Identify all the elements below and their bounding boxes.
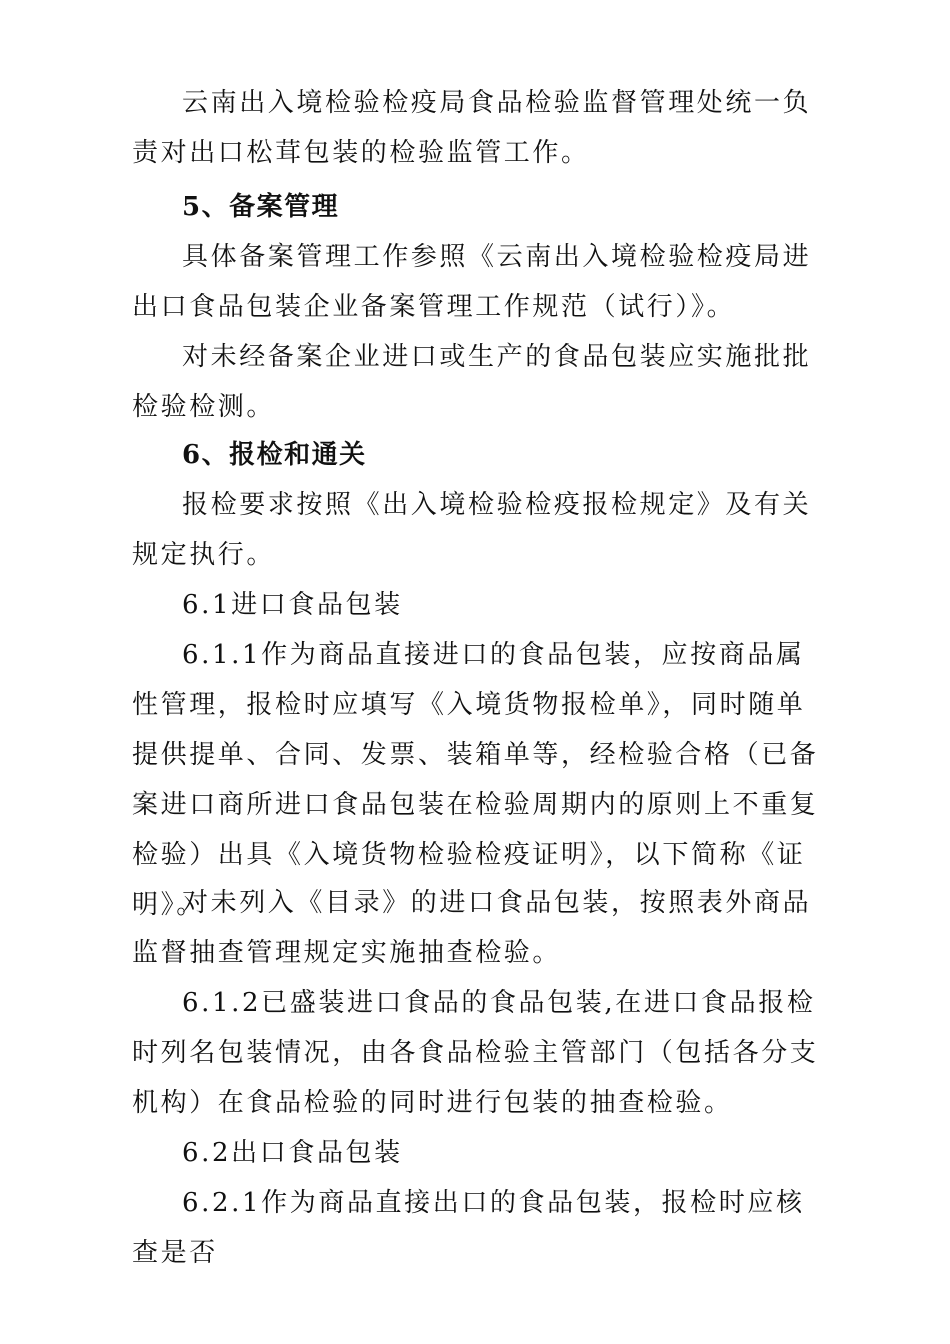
section-heading-5: 5、备案管理 bbox=[182, 192, 340, 222]
paragraph-6-1-1: 6.1.1作为商品直接进口的食品包装，应按商品属性管理，报检时应填写《入境货物报检单》，同时随单提供提单、合同、发票、装箱单等，经检验合格（已备案进口商所进口食品包装在检验周期内的原则上不重复检验）出具《入境货物检验检疫证明》，以下简称《证明》。 bbox=[132, 640, 819, 920]
paragraph-inspection-requirements: 报检要求按照《出入境检验检疫报检规定》及有关规定执行。 bbox=[132, 490, 812, 570]
paragraph-filing-reference: 具体备案管理工作参照《云南出入境检验检疫局进出口食品包装企业备案管理工作规范（试行）》。 bbox=[132, 242, 812, 322]
paragraph-unfiled-enterprises: 对未经备案企业进口或生产的食品包装应实施批批检验检测。 bbox=[132, 342, 812, 422]
subsection-heading-6-1: 6.1进口食品包装 bbox=[182, 590, 403, 620]
section-heading-6: 6、报检和通关 bbox=[182, 440, 367, 470]
paragraph-unlisted-imports: 对未列入《目录》的进口食品包装，按照表外商品监督抽查管理规定实施抽查检验。 bbox=[132, 888, 812, 968]
subsection-heading-6-2: 6.2出口食品包装 bbox=[182, 1138, 403, 1168]
paragraph-intro: 云南出入境检验检疫局食品检验监督管理处统一负责对出口松茸包装的检验监管工作。 bbox=[132, 88, 812, 168]
paragraph-6-1-2: 6.1.2已盛装进口食品的食品包装,在进口食品报检时列名包装情况，由各食品检验主管部门（包括各分支机构）在食品检验的同时进行包装的抽查检验。 bbox=[132, 988, 819, 1118]
paragraph-6-2-1: 6.2.1作为商品直接出口的食品包装，报检时应核查是否 bbox=[132, 1188, 805, 1268]
